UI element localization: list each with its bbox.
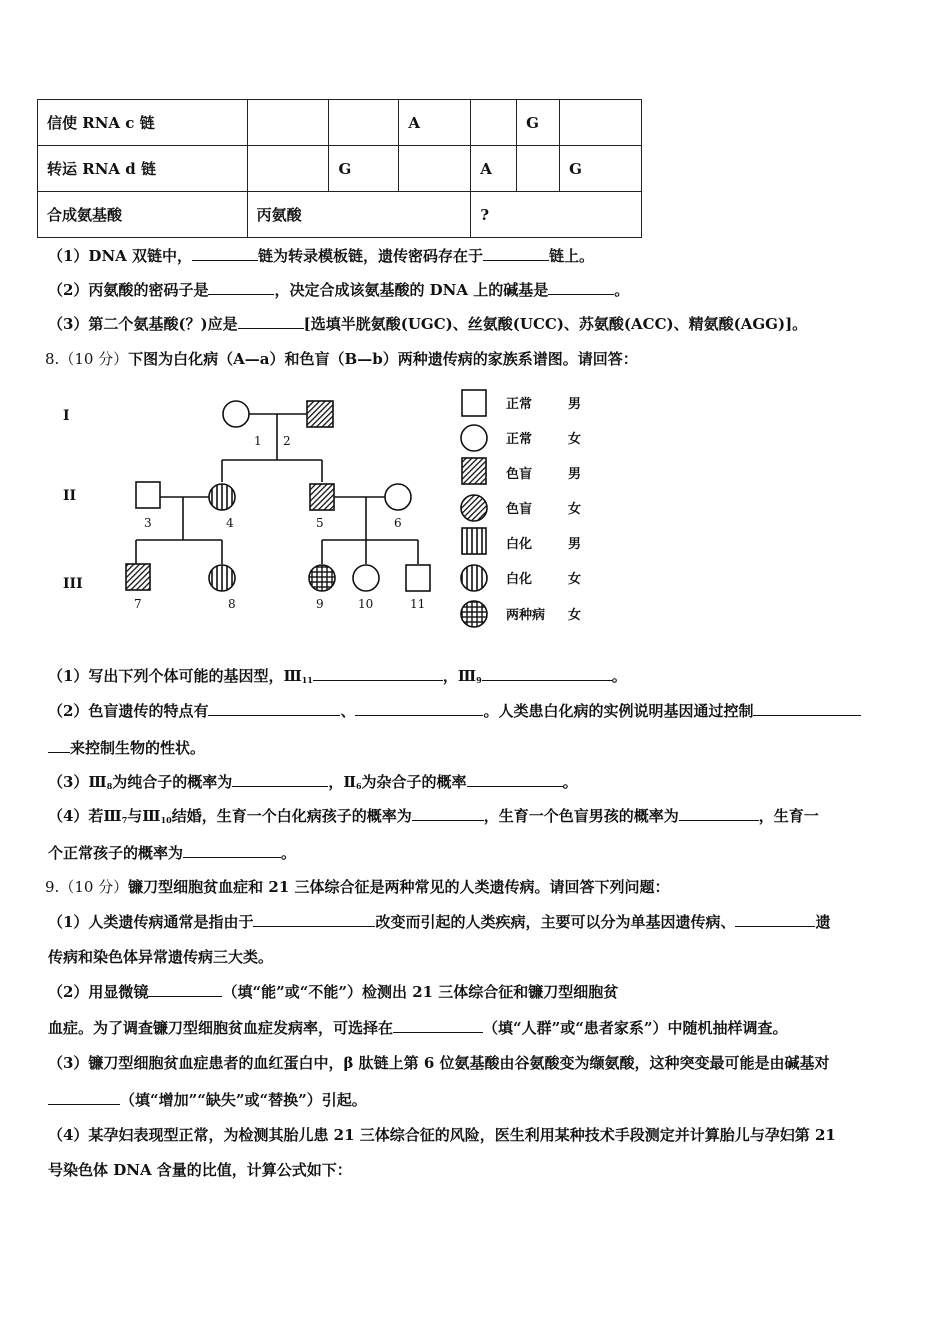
q7-part3 [48,314,807,334]
text: 。 [562,773,578,791]
table-cell [247,100,329,146]
pedigree-diagram [40,380,600,640]
individual-4 [209,484,235,510]
text: （3）第二个氨基酸(？)应是 [48,315,238,333]
table-cell: G [329,146,399,192]
answer-blank[interactable] [48,738,70,753]
q9-part4 [48,1125,836,1145]
text: ，Ⅱ [328,773,356,791]
text: ，决定合成该氨基酸的 DNA 上的碱基是 [274,281,549,299]
text: （3）Ⅲ [48,773,107,791]
individual-label: 1 [254,434,262,448]
text: 改变而引起的人类疾病，主要可以分为单基因遗传病、 [375,913,736,931]
subscript: 6 [355,781,362,791]
text: 。 [611,667,627,685]
generation-label: III [63,576,83,592]
answer-blank[interactable] [183,843,281,858]
answer-blank[interactable] [753,701,861,716]
legend-label: 两种病 [506,608,546,623]
legend-symbol-colorblind-male [462,458,486,484]
text: 。 [614,281,630,299]
question-score: （10 分） [59,350,129,368]
legend-sex: 女 [568,608,582,623]
text: 。 [281,844,297,862]
question-score: （10 分） [59,878,129,896]
legend-sex: 男 [568,467,582,482]
text: 。人类患白化病的实例说明基因通过控制 [483,702,754,720]
individual-label: 7 [134,597,142,611]
individual-label: 8 [228,597,236,611]
answer-blank[interactable] [208,280,274,295]
answer-blank[interactable] [483,246,549,261]
row-label: 转运 RNA d 链 [38,146,248,192]
q8-part4-cont [48,843,296,863]
answer-blank[interactable] [48,1090,120,1105]
table-cell: A [399,100,471,146]
individual-9 [309,565,335,591]
q9-part1-cont [48,947,273,967]
table-cell: 丙氨酸 [247,192,471,238]
legend-symbol-both-female [461,601,487,627]
subscript: 11 [301,675,313,685]
text: ，生育一 [758,807,819,825]
individual-10 [353,565,379,591]
question-number: 8. [45,350,60,368]
row-label: 合成氨基酸 [38,192,248,238]
individual-label: 3 [144,516,152,530]
table-row-amino [38,192,642,238]
question-stem: 镰刀型细胞贫血症和 21 三体综合征是两种常见的人类遗传病。请回答下列问题： [128,878,670,896]
answer-blank[interactable] [148,982,222,997]
table-row-mrna [38,100,642,146]
generation-label: II [63,488,77,504]
text: 血症。为了调查镰刀型细胞贫血症发病率，可选择在 [48,1019,394,1037]
text: 、 [340,702,356,720]
table-cell [247,146,329,192]
subscript: 8 [106,781,113,791]
q9-stem [45,877,670,897]
q7-part2 [48,280,629,300]
individual-label: 4 [226,516,234,530]
individual-11 [406,565,430,591]
legend-symbol-albino-male [462,528,486,554]
subscript: 7 [121,815,128,825]
answer-blank[interactable] [393,1018,483,1033]
text: （1）人类遗传病通常是指由于 [48,913,254,931]
answer-blank[interactable] [232,772,328,787]
q9-part2 [48,982,618,1002]
individual-label: 2 [283,434,291,448]
q8-part3 [48,772,578,796]
table-row-trna [38,146,642,192]
q9-part2-cont [48,1018,788,1038]
legend-sex: 女 [568,432,582,447]
table-cell: G [517,100,560,146]
text: （3）镰刀型细胞贫血症患者的血红蛋白中，β 肽链上第 6 位氨基酸由谷氨酸变为缬氨酸，这种突变最可能是由碱基对 [48,1054,830,1072]
text: （填“能”或“不能”）检测出 21 三体综合征和镰刀型细胞贫 [222,983,619,1001]
q9-part3-cont [48,1090,367,1110]
text: （4）某孕妇表现型正常，为检测其胎儿患 21 三体综合征的风险，医生利用某种技术手段测定并计算胎儿与孕妇第 21 [48,1126,836,1144]
table-cell [329,100,399,146]
table-cell: ? [471,192,642,238]
text: 与Ⅲ [127,807,161,825]
legend-symbol-colorblind-female [461,495,487,521]
table-cell [399,146,471,192]
individual-5 [310,484,334,510]
text: 结婚，生育一个白化病孩子的概率为 [171,807,412,825]
text: 个正常孩子的概率为 [48,844,184,862]
table-cell: A [471,146,517,192]
subscript: 9 [476,675,482,685]
individual-1 [223,401,249,427]
q9-part1 [48,912,830,932]
answer-blank[interactable] [679,806,759,821]
table-cell [560,100,642,146]
q7-part1 [48,246,594,266]
answer-blank[interactable] [253,912,375,927]
legend-sex: 男 [568,537,582,552]
individual-3 [136,482,160,508]
legend-sex: 男 [568,397,582,412]
q8-part1 [48,666,627,690]
codon-table [37,99,642,238]
row-label: 信使 RNA c 链 [38,100,248,146]
q8-part4 [48,806,819,830]
answer-blank[interactable] [313,666,443,681]
q8-stem [45,349,638,369]
answer-blank[interactable] [467,772,563,787]
answer-blank[interactable] [735,912,815,927]
answer-blank[interactable] [412,806,484,821]
question-number: 9. [45,878,60,896]
q8-part2-cont [48,738,205,758]
legend-label: 正常 [506,432,533,447]
legend-label: 色盲 [506,502,533,517]
legend-label: 白化 [506,537,533,552]
legend-sex: 女 [568,502,582,517]
text: （4）若Ⅲ [48,807,122,825]
text: （2）用显微镜 [48,983,149,1001]
legend-symbol-albino-female [461,565,487,591]
table-cell: G [560,146,642,192]
individual-2 [307,401,333,427]
individual-7 [126,564,150,590]
answer-blank[interactable] [355,701,483,716]
answer-blank[interactable] [482,666,612,681]
text: ，Ⅲ [442,667,477,685]
text: （填“人群”或“患者家系”）中随机抽样调查。 [483,1019,788,1037]
text: （1）写出下列个体可能的基因型，Ⅲ [48,667,302,685]
text: 链为转录模板链，遗传密码存在于 [258,247,484,265]
text: 号染色体 DNA 含量的比值，计算公式如下： [48,1161,352,1179]
legend-symbol-normal-male [462,390,486,416]
individual-label: 10 [358,597,374,611]
q8-part2 [48,701,861,721]
text: 为纯合子的概率为 [112,773,233,791]
individual-label: 6 [394,516,402,530]
table-cell [517,146,560,192]
individual-8 [209,565,235,591]
text: （1）DNA 双链中， [48,247,193,265]
text: （2）丙氨酸的密码子是 [48,281,209,299]
legend-sex: 女 [568,572,582,587]
text: ，生育一个色盲男孩的概率为 [483,807,679,825]
answer-blank[interactable] [208,701,340,716]
legend-label: 正常 [506,397,533,412]
individual-label: 11 [410,597,426,611]
legend-label: 白化 [506,572,533,587]
legend-label: 色盲 [506,467,533,482]
individual-label: 9 [316,597,324,611]
answer-blank[interactable] [192,246,258,261]
q9-part3 [48,1053,830,1073]
question-stem: 下图为白化病（A—a）和色盲（B—b）两种遗传病的家族系谱图。请回答： [128,350,638,368]
q9-part4-cont [48,1160,352,1180]
individual-6 [385,484,411,510]
generation-label: I [63,408,70,424]
text: （填“增加”“缺失”或“替换”）引起。 [120,1091,367,1109]
text: 遗 [815,913,831,931]
individual-label: 5 [316,516,324,530]
text: 为杂合子的概率 [361,773,467,791]
text: （2）色盲遗传的特点有 [48,702,209,720]
text: [选填半胱氨酸(UGC)、丝氨酸(UCC)、苏氨酸(ACC)、精氨酸(AGG)]。 [303,315,808,333]
legend-symbol-normal-female [461,425,487,451]
text: 传病和染色体异常遗传病三大类。 [48,948,274,966]
answer-blank[interactable] [548,280,614,295]
text: 链上。 [549,247,595,265]
text: 来控制生物的性状。 [70,739,206,757]
answer-blank[interactable] [238,314,304,329]
table-cell [471,100,517,146]
subscript: 10 [160,815,172,825]
